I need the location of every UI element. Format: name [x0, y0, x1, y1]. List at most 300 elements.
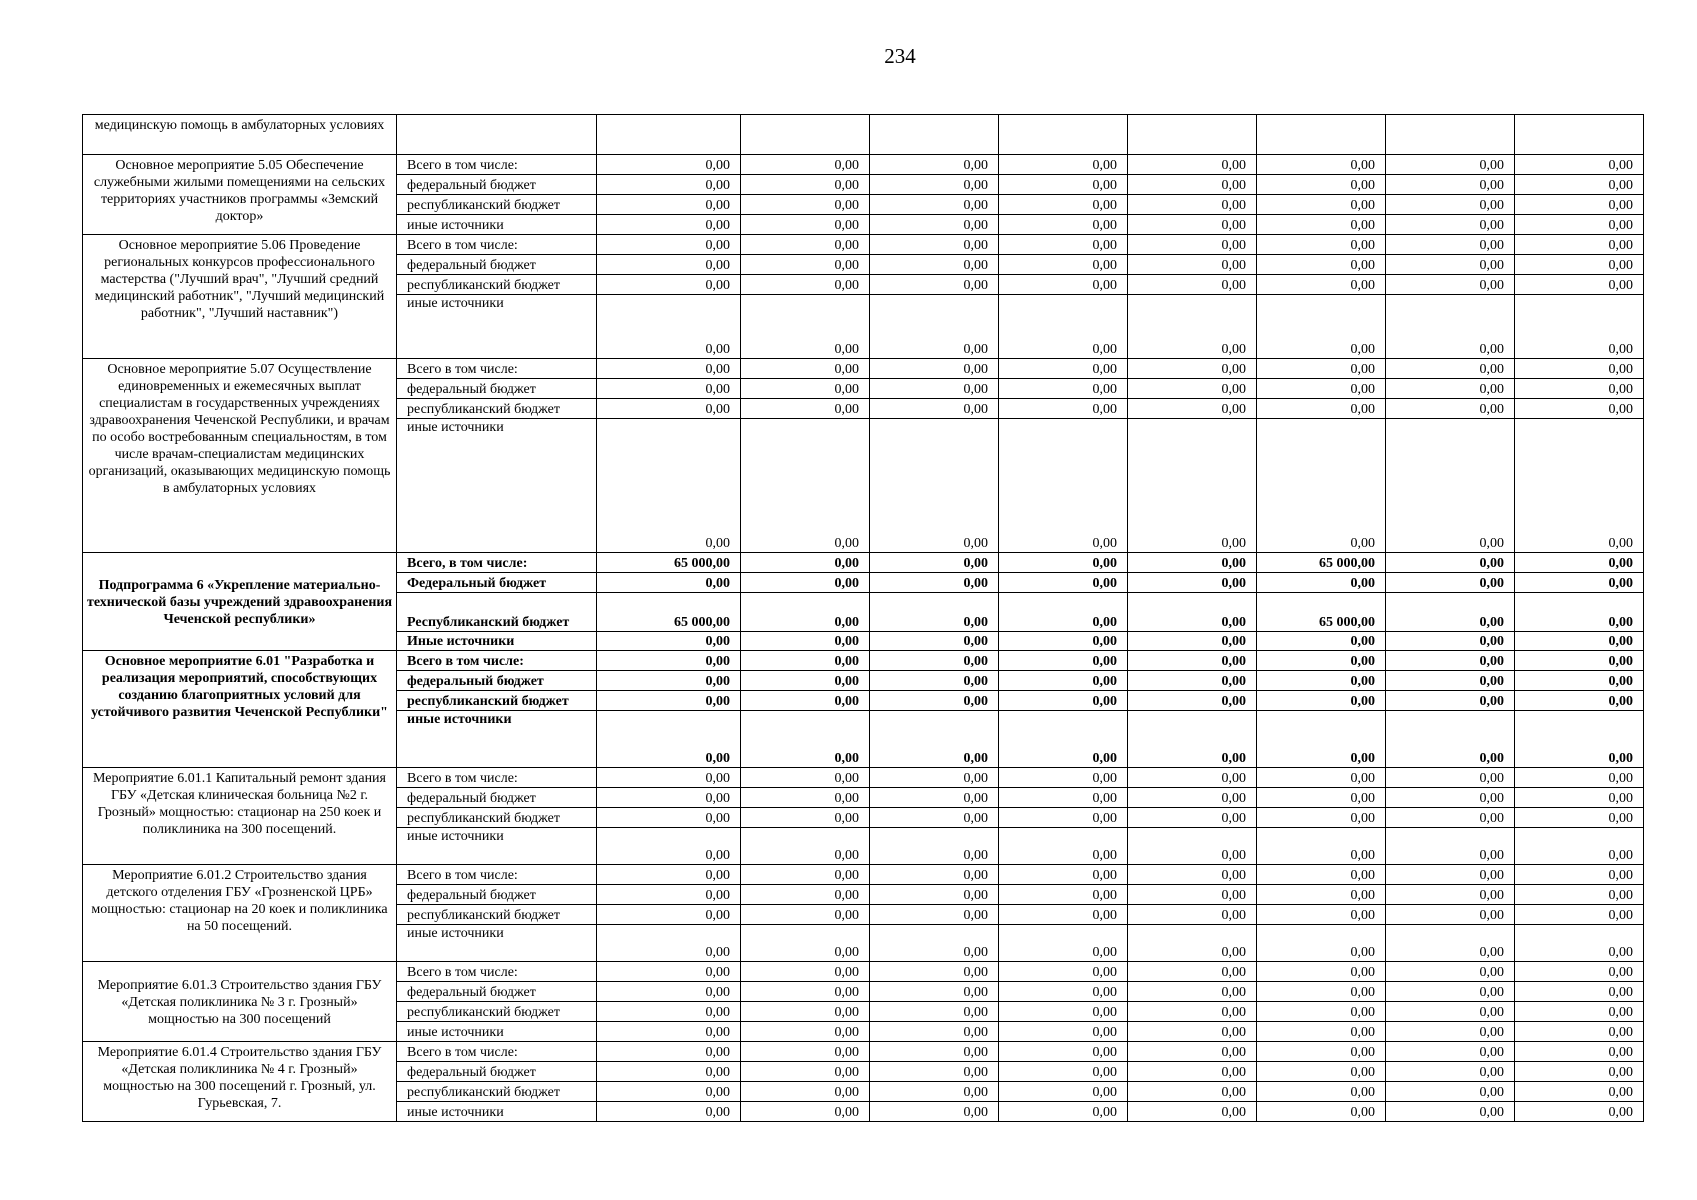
amount-cell: 0,00 — [1515, 651, 1644, 671]
amount-cell: 0,00 — [1386, 155, 1515, 175]
amount-cell: 0,00 — [1128, 711, 1257, 768]
amount-cell: 0,00 — [1515, 905, 1644, 925]
amount-cell: 0,00 — [1515, 925, 1644, 962]
funding-source-cell: федеральный бюджет — [397, 255, 597, 275]
continuation-row — [83, 115, 1644, 155]
amount-cell: 0,00 — [1128, 865, 1257, 885]
amount-cell: 0,00 — [1257, 1062, 1386, 1082]
funding-source-cell: республиканский бюджет — [397, 1002, 597, 1022]
amount-cell: 0,00 — [1128, 828, 1257, 865]
amount-cell: 0,00 — [1386, 865, 1515, 885]
amount-cell: 0,00 — [1257, 905, 1386, 925]
amount-cell: 0,00 — [597, 1002, 741, 1022]
amount-cell: 0,00 — [1386, 275, 1515, 295]
empty-cell — [1257, 115, 1386, 155]
amount-cell: 0,00 — [1257, 195, 1386, 215]
amount-cell: 0,00 — [1257, 215, 1386, 235]
amount-cell: 65 000,00 — [1257, 593, 1386, 632]
amount-cell: 0,00 — [1386, 255, 1515, 275]
amount-cell: 65 000,00 — [597, 553, 741, 573]
amount-cell: 0,00 — [1257, 255, 1386, 275]
table-row — [83, 962, 1644, 982]
amount-cell: 0,00 — [1515, 885, 1644, 905]
activity-name-cell: Основное мероприятие 5.07 Осуществление единовременных и ежемесячных выплат специалистам в государственных учреждениях здравоохранения Чеченской Республики, и врачам по особо востребованным специальностям, в том числе врачам-специалистам медицинских организаций, оказывающих медицинскую помощь в амбулаторных условиях — [83, 359, 397, 553]
amount-cell: 0,00 — [597, 865, 741, 885]
amount-cell: 0,00 — [741, 905, 870, 925]
amount-cell: 0,00 — [597, 195, 741, 215]
amount-cell: 0,00 — [597, 885, 741, 905]
amount-cell: 0,00 — [999, 1102, 1128, 1122]
amount-cell: 0,00 — [597, 651, 741, 671]
amount-cell: 0,00 — [1386, 419, 1515, 553]
amount-cell: 0,00 — [741, 235, 870, 255]
funding-source-cell: федеральный бюджет — [397, 671, 597, 691]
amount-cell: 0,00 — [1128, 255, 1257, 275]
amount-cell: 0,00 — [741, 275, 870, 295]
amount-cell: 0,00 — [597, 359, 741, 379]
amount-cell: 0,00 — [1128, 768, 1257, 788]
amount-cell: 0,00 — [1128, 175, 1257, 195]
amount-cell: 0,00 — [741, 1002, 870, 1022]
amount-cell: 0,00 — [1515, 828, 1644, 865]
amount-cell: 0,00 — [870, 379, 999, 399]
amount-cell: 0,00 — [1386, 593, 1515, 632]
amount-cell: 0,00 — [1128, 982, 1257, 1002]
amount-cell: 0,00 — [1257, 1042, 1386, 1062]
amount-cell: 0,00 — [870, 768, 999, 788]
amount-cell: 0,00 — [1386, 788, 1515, 808]
amount-cell: 0,00 — [597, 255, 741, 275]
amount-cell: 0,00 — [1128, 419, 1257, 553]
amount-cell: 0,00 — [870, 671, 999, 691]
amount-cell: 0,00 — [999, 1062, 1128, 1082]
amount-cell: 0,00 — [999, 905, 1128, 925]
amount-cell: 0,00 — [1515, 1002, 1644, 1022]
amount-cell: 0,00 — [1386, 215, 1515, 235]
amount-cell: 0,00 — [741, 962, 870, 982]
funding-source-cell: иные источники — [397, 295, 597, 359]
amount-cell: 0,00 — [741, 1042, 870, 1062]
amount-cell: 0,00 — [999, 195, 1128, 215]
amount-cell: 0,00 — [870, 195, 999, 215]
table-row — [83, 235, 1644, 255]
amount-cell: 0,00 — [870, 788, 999, 808]
amount-cell: 0,00 — [741, 155, 870, 175]
amount-cell: 0,00 — [1515, 573, 1644, 593]
amount-cell: 0,00 — [999, 865, 1128, 885]
funding-source-cell: федеральный бюджет — [397, 885, 597, 905]
amount-cell: 0,00 — [870, 359, 999, 379]
amount-cell: 0,00 — [1128, 671, 1257, 691]
empty-cell — [999, 115, 1128, 155]
amount-cell: 0,00 — [1515, 419, 1644, 553]
funding-source-cell: Всего в том числе: — [397, 155, 597, 175]
amount-cell: 0,00 — [741, 359, 870, 379]
amount-cell: 0,00 — [1386, 195, 1515, 215]
amount-cell: 0,00 — [870, 553, 999, 573]
activity-name-cell: Основное мероприятие 6.01 "Разработка и реализация мероприятий, способствующих созданию благоприятных условий для устойчивого развития Чеченской Республики" — [83, 651, 397, 768]
amount-cell: 0,00 — [1257, 399, 1386, 419]
amount-cell: 0,00 — [870, 275, 999, 295]
amount-cell: 0,00 — [999, 982, 1128, 1002]
amount-cell: 0,00 — [741, 175, 870, 195]
funding-source-cell: федеральный бюджет — [397, 175, 597, 195]
amount-cell: 0,00 — [1257, 808, 1386, 828]
amount-cell: 0,00 — [1257, 828, 1386, 865]
amount-cell: 0,00 — [1128, 885, 1257, 905]
amount-cell: 0,00 — [999, 1082, 1128, 1102]
amount-cell: 0,00 — [741, 808, 870, 828]
amount-cell: 0,00 — [870, 175, 999, 195]
amount-cell: 0,00 — [870, 215, 999, 235]
amount-cell: 0,00 — [1128, 632, 1257, 651]
amount-cell: 0,00 — [741, 671, 870, 691]
activity-name-cell: Мероприятие 6.01.1 Капитальный ремонт здания ГБУ «Детская клиническая больница №2 г. Грозный» мощностью: стационар на 250 коек и поликлиника на 300 посещений. — [83, 768, 397, 865]
amount-cell: 0,00 — [1515, 215, 1644, 235]
amount-cell: 0,00 — [1515, 195, 1644, 215]
amount-cell: 0,00 — [1128, 235, 1257, 255]
amount-cell: 0,00 — [1386, 1102, 1515, 1122]
amount-cell: 0,00 — [1386, 651, 1515, 671]
amount-cell: 0,00 — [1257, 865, 1386, 885]
amount-cell: 0,00 — [999, 711, 1128, 768]
amount-cell: 0,00 — [999, 275, 1128, 295]
amount-cell: 0,00 — [870, 255, 999, 275]
funding-source-cell: Всего в том числе: — [397, 1042, 597, 1062]
empty-cell — [1515, 115, 1644, 155]
amount-cell: 0,00 — [597, 1042, 741, 1062]
amount-cell: 0,00 — [999, 593, 1128, 632]
amount-cell: 0,00 — [741, 768, 870, 788]
amount-cell: 0,00 — [597, 235, 741, 255]
amount-cell: 0,00 — [1386, 379, 1515, 399]
amount-cell: 0,00 — [1257, 419, 1386, 553]
amount-cell: 0,00 — [1386, 399, 1515, 419]
funding-source-cell: Всего в том числе: — [397, 962, 597, 982]
amount-cell: 0,00 — [1515, 255, 1644, 275]
amount-cell: 0,00 — [1515, 962, 1644, 982]
activity-name-cell: Основное мероприятие 5.05 Обеспечение служебными жилыми помещениями на сельских территориях участников программы «Земский доктор» — [83, 155, 397, 235]
amount-cell: 0,00 — [1257, 379, 1386, 399]
amount-cell: 0,00 — [597, 175, 741, 195]
amount-cell: 0,00 — [1386, 235, 1515, 255]
amount-cell: 0,00 — [870, 593, 999, 632]
funding-source-cell: иные источники — [397, 419, 597, 553]
amount-cell: 0,00 — [999, 379, 1128, 399]
table-row — [83, 155, 1644, 175]
amount-cell: 0,00 — [1128, 1062, 1257, 1082]
amount-cell: 0,00 — [1515, 671, 1644, 691]
amount-cell: 0,00 — [1386, 175, 1515, 195]
funding-source-cell: федеральный бюджет — [397, 788, 597, 808]
amount-cell: 0,00 — [1515, 553, 1644, 573]
amount-cell: 0,00 — [1128, 155, 1257, 175]
amount-cell: 0,00 — [999, 691, 1128, 711]
amount-cell: 0,00 — [1128, 573, 1257, 593]
amount-cell: 0,00 — [1386, 295, 1515, 359]
amount-cell: 0,00 — [1128, 1022, 1257, 1042]
amount-cell: 0,00 — [999, 359, 1128, 379]
amount-cell: 0,00 — [1128, 962, 1257, 982]
amount-cell: 0,00 — [1128, 651, 1257, 671]
amount-cell: 0,00 — [1515, 275, 1644, 295]
amount-cell: 0,00 — [597, 419, 741, 553]
amount-cell: 0,00 — [741, 711, 870, 768]
amount-cell: 0,00 — [1128, 359, 1257, 379]
amount-cell: 0,00 — [1128, 788, 1257, 808]
amount-cell: 0,00 — [1257, 175, 1386, 195]
amount-cell: 0,00 — [1515, 235, 1644, 255]
funding-source-cell: Всего в том числе: — [397, 865, 597, 885]
amount-cell: 0,00 — [597, 399, 741, 419]
amount-cell: 0,00 — [597, 905, 741, 925]
amount-cell: 0,00 — [597, 1062, 741, 1082]
amount-cell: 0,00 — [1386, 828, 1515, 865]
funding-source-cell: Всего, в том числе: — [397, 553, 597, 573]
amount-cell: 0,00 — [1515, 379, 1644, 399]
amount-cell: 0,00 — [1515, 768, 1644, 788]
amount-cell: 0,00 — [999, 573, 1128, 593]
amount-cell: 0,00 — [597, 925, 741, 962]
amount-cell: 0,00 — [1257, 691, 1386, 711]
amount-cell: 0,00 — [741, 255, 870, 275]
amount-cell: 0,00 — [741, 295, 870, 359]
funding-source-cell: федеральный бюджет — [397, 1062, 597, 1082]
amount-cell: 0,00 — [999, 632, 1128, 651]
amount-cell: 0,00 — [999, 885, 1128, 905]
amount-cell: 0,00 — [870, 982, 999, 1002]
amount-cell: 0,00 — [999, 175, 1128, 195]
amount-cell: 0,00 — [741, 573, 870, 593]
table-body — [83, 115, 1644, 1122]
amount-cell: 0,00 — [741, 632, 870, 651]
amount-cell: 0,00 — [870, 865, 999, 885]
amount-cell: 0,00 — [870, 155, 999, 175]
amount-cell: 0,00 — [1128, 905, 1257, 925]
amount-cell: 0,00 — [1257, 573, 1386, 593]
funding-source-cell: Всего в том числе: — [397, 651, 597, 671]
amount-cell: 0,00 — [870, 711, 999, 768]
amount-cell: 0,00 — [1128, 1102, 1257, 1122]
amount-cell: 0,00 — [597, 155, 741, 175]
amount-cell: 0,00 — [999, 962, 1128, 982]
amount-cell: 0,00 — [1515, 1102, 1644, 1122]
table-row — [83, 865, 1644, 885]
amount-cell: 0,00 — [870, 651, 999, 671]
amount-cell: 0,00 — [870, 295, 999, 359]
amount-cell: 0,00 — [1515, 982, 1644, 1002]
amount-cell: 0,00 — [1515, 691, 1644, 711]
amount-cell: 0,00 — [597, 1102, 741, 1122]
budget-table — [82, 114, 1644, 1122]
amount-cell: 0,00 — [741, 828, 870, 865]
amount-cell: 0,00 — [999, 399, 1128, 419]
amount-cell: 0,00 — [1257, 768, 1386, 788]
amount-cell: 0,00 — [741, 925, 870, 962]
amount-cell: 0,00 — [597, 379, 741, 399]
amount-cell: 0,00 — [999, 419, 1128, 553]
amount-cell: 0,00 — [1515, 1062, 1644, 1082]
amount-cell: 0,00 — [1515, 1022, 1644, 1042]
table-row — [83, 553, 1644, 573]
amount-cell: 0,00 — [1515, 865, 1644, 885]
amount-cell: 0,00 — [1257, 651, 1386, 671]
amount-cell: 0,00 — [870, 1022, 999, 1042]
table-row — [83, 1042, 1644, 1062]
funding-source-cell: федеральный бюджет — [397, 982, 597, 1002]
amount-cell: 0,00 — [597, 295, 741, 359]
amount-cell: 0,00 — [1386, 632, 1515, 651]
amount-cell: 0,00 — [597, 768, 741, 788]
funding-source-cell: иные источники — [397, 925, 597, 962]
funding-source-cell: иные источники — [397, 1022, 597, 1042]
amount-cell: 0,00 — [870, 962, 999, 982]
amount-cell: 0,00 — [870, 1102, 999, 1122]
amount-cell: 0,00 — [597, 1082, 741, 1102]
amount-cell: 0,00 — [741, 885, 870, 905]
amount-cell: 0,00 — [1386, 925, 1515, 962]
activity-name-cell: Мероприятие 6.01.2 Строительство здания детского отделения ГБУ «Грозненской ЦРБ» мощностью: стационар на 20 коек и поликлиника на 50 посещений. — [83, 865, 397, 962]
amount-cell: 0,00 — [741, 1082, 870, 1102]
amount-cell: 0,00 — [1128, 925, 1257, 962]
funding-source-cell: Федеральный бюджет — [397, 573, 597, 593]
amount-cell: 0,00 — [999, 651, 1128, 671]
funding-source-cell: иные источники — [397, 1102, 597, 1122]
amount-cell: 0,00 — [870, 1062, 999, 1082]
amount-cell: 0,00 — [1128, 593, 1257, 632]
amount-cell: 0,00 — [1515, 359, 1644, 379]
amount-cell: 0,00 — [1515, 175, 1644, 195]
amount-cell: 0,00 — [1257, 1022, 1386, 1042]
amount-cell: 0,00 — [870, 235, 999, 255]
amount-cell: 0,00 — [1386, 982, 1515, 1002]
amount-cell: 0,00 — [597, 808, 741, 828]
amount-cell: 0,00 — [1257, 359, 1386, 379]
funding-source-cell: республиканский бюджет — [397, 195, 597, 215]
amount-cell: 0,00 — [1386, 553, 1515, 573]
amount-cell: 0,00 — [999, 235, 1128, 255]
amount-cell: 0,00 — [1386, 573, 1515, 593]
amount-cell: 0,00 — [1257, 671, 1386, 691]
amount-cell: 0,00 — [1386, 1022, 1515, 1042]
page-number: 234 — [884, 44, 916, 68]
amount-cell: 65 000,00 — [597, 593, 741, 632]
amount-cell: 0,00 — [870, 691, 999, 711]
amount-cell: 0,00 — [999, 671, 1128, 691]
amount-cell: 0,00 — [870, 885, 999, 905]
amount-cell: 0,00 — [1257, 982, 1386, 1002]
amount-cell: 0,00 — [597, 632, 741, 651]
funding-source-cell: Всего в том числе: — [397, 359, 597, 379]
amount-cell: 0,00 — [1515, 711, 1644, 768]
amount-cell: 0,00 — [870, 419, 999, 553]
funding-source-cell: иные источники — [397, 215, 597, 235]
amount-cell: 0,00 — [1128, 195, 1257, 215]
amount-cell: 0,00 — [1257, 295, 1386, 359]
funding-source-cell: республиканский бюджет — [397, 399, 597, 419]
amount-cell: 0,00 — [1128, 1002, 1257, 1022]
amount-cell: 0,00 — [741, 593, 870, 632]
amount-cell: 0,00 — [999, 828, 1128, 865]
amount-cell: 0,00 — [741, 1102, 870, 1122]
empty-cell — [870, 115, 999, 155]
amount-cell: 0,00 — [597, 671, 741, 691]
activity-name-cell: Основное мероприятие 5.06 Проведение региональных конкурсов профессионального мастерства ("Лучший врач", "Лучший средний медицинский работник", "Лучший медицинский работник", "Лучший наставник") — [83, 235, 397, 359]
amount-cell: 0,00 — [870, 632, 999, 651]
amount-cell: 0,00 — [870, 828, 999, 865]
amount-cell: 0,00 — [870, 925, 999, 962]
amount-cell: 0,00 — [1515, 808, 1644, 828]
amount-cell: 0,00 — [741, 195, 870, 215]
continuation-cell: медицинскую помощь в амбулаторных условиях — [83, 115, 397, 155]
amount-cell: 0,00 — [999, 788, 1128, 808]
amount-cell: 0,00 — [1128, 553, 1257, 573]
amount-cell: 0,00 — [597, 962, 741, 982]
amount-cell: 0,00 — [870, 1082, 999, 1102]
amount-cell: 0,00 — [1386, 359, 1515, 379]
activity-name-cell: Мероприятие 6.01.3 Строительство здания ГБУ «Детская поликлиника № 3 г. Грозный» мощностью на 300 посещений — [83, 962, 397, 1042]
amount-cell: 0,00 — [999, 925, 1128, 962]
amount-cell: 0,00 — [1386, 808, 1515, 828]
amount-cell: 0,00 — [1257, 885, 1386, 905]
amount-cell: 0,00 — [1386, 768, 1515, 788]
amount-cell: 0,00 — [1515, 1082, 1644, 1102]
amount-cell: 0,00 — [870, 573, 999, 593]
amount-cell: 0,00 — [1386, 671, 1515, 691]
amount-cell: 0,00 — [1128, 808, 1257, 828]
amount-cell: 0,00 — [1257, 1082, 1386, 1102]
funding-source-cell: республиканский бюджет — [397, 275, 597, 295]
amount-cell: 0,00 — [741, 419, 870, 553]
amount-cell: 0,00 — [1515, 1042, 1644, 1062]
funding-source-cell: Республиканский бюджет — [397, 593, 597, 632]
funding-source-cell: Всего в том числе: — [397, 235, 597, 255]
amount-cell: 0,00 — [870, 399, 999, 419]
amount-cell: 0,00 — [870, 1002, 999, 1022]
amount-cell: 0,00 — [741, 1022, 870, 1042]
amount-cell: 0,00 — [1386, 905, 1515, 925]
amount-cell: 0,00 — [1386, 962, 1515, 982]
amount-cell: 0,00 — [597, 828, 741, 865]
amount-cell: 0,00 — [1128, 1042, 1257, 1062]
empty-cell — [1128, 115, 1257, 155]
funding-source-cell: республиканский бюджет — [397, 1082, 597, 1102]
amount-cell: 0,00 — [741, 788, 870, 808]
amount-cell: 0,00 — [1515, 632, 1644, 651]
amount-cell: 0,00 — [999, 255, 1128, 275]
amount-cell: 0,00 — [597, 788, 741, 808]
amount-cell: 0,00 — [999, 553, 1128, 573]
amount-cell: 0,00 — [999, 808, 1128, 828]
amount-cell: 0,00 — [870, 808, 999, 828]
amount-cell: 0,00 — [741, 651, 870, 671]
amount-cell: 0,00 — [741, 379, 870, 399]
amount-cell: 0,00 — [741, 691, 870, 711]
amount-cell: 0,00 — [1257, 235, 1386, 255]
amount-cell: 0,00 — [1128, 399, 1257, 419]
amount-cell: 0,00 — [1515, 399, 1644, 419]
activity-name-cell: Подпрограмма 6 «Укрепление материально-технической базы учреждений здравоохранения Чеченской республики» — [83, 553, 397, 651]
amount-cell: 0,00 — [1128, 215, 1257, 235]
amount-cell: 0,00 — [597, 215, 741, 235]
amount-cell: 0,00 — [1128, 691, 1257, 711]
amount-cell: 0,00 — [1257, 711, 1386, 768]
amount-cell: 0,00 — [1386, 1082, 1515, 1102]
amount-cell: 0,00 — [1386, 711, 1515, 768]
amount-cell: 0,00 — [999, 215, 1128, 235]
amount-cell: 0,00 — [1515, 593, 1644, 632]
funding-source-cell: федеральный бюджет — [397, 379, 597, 399]
